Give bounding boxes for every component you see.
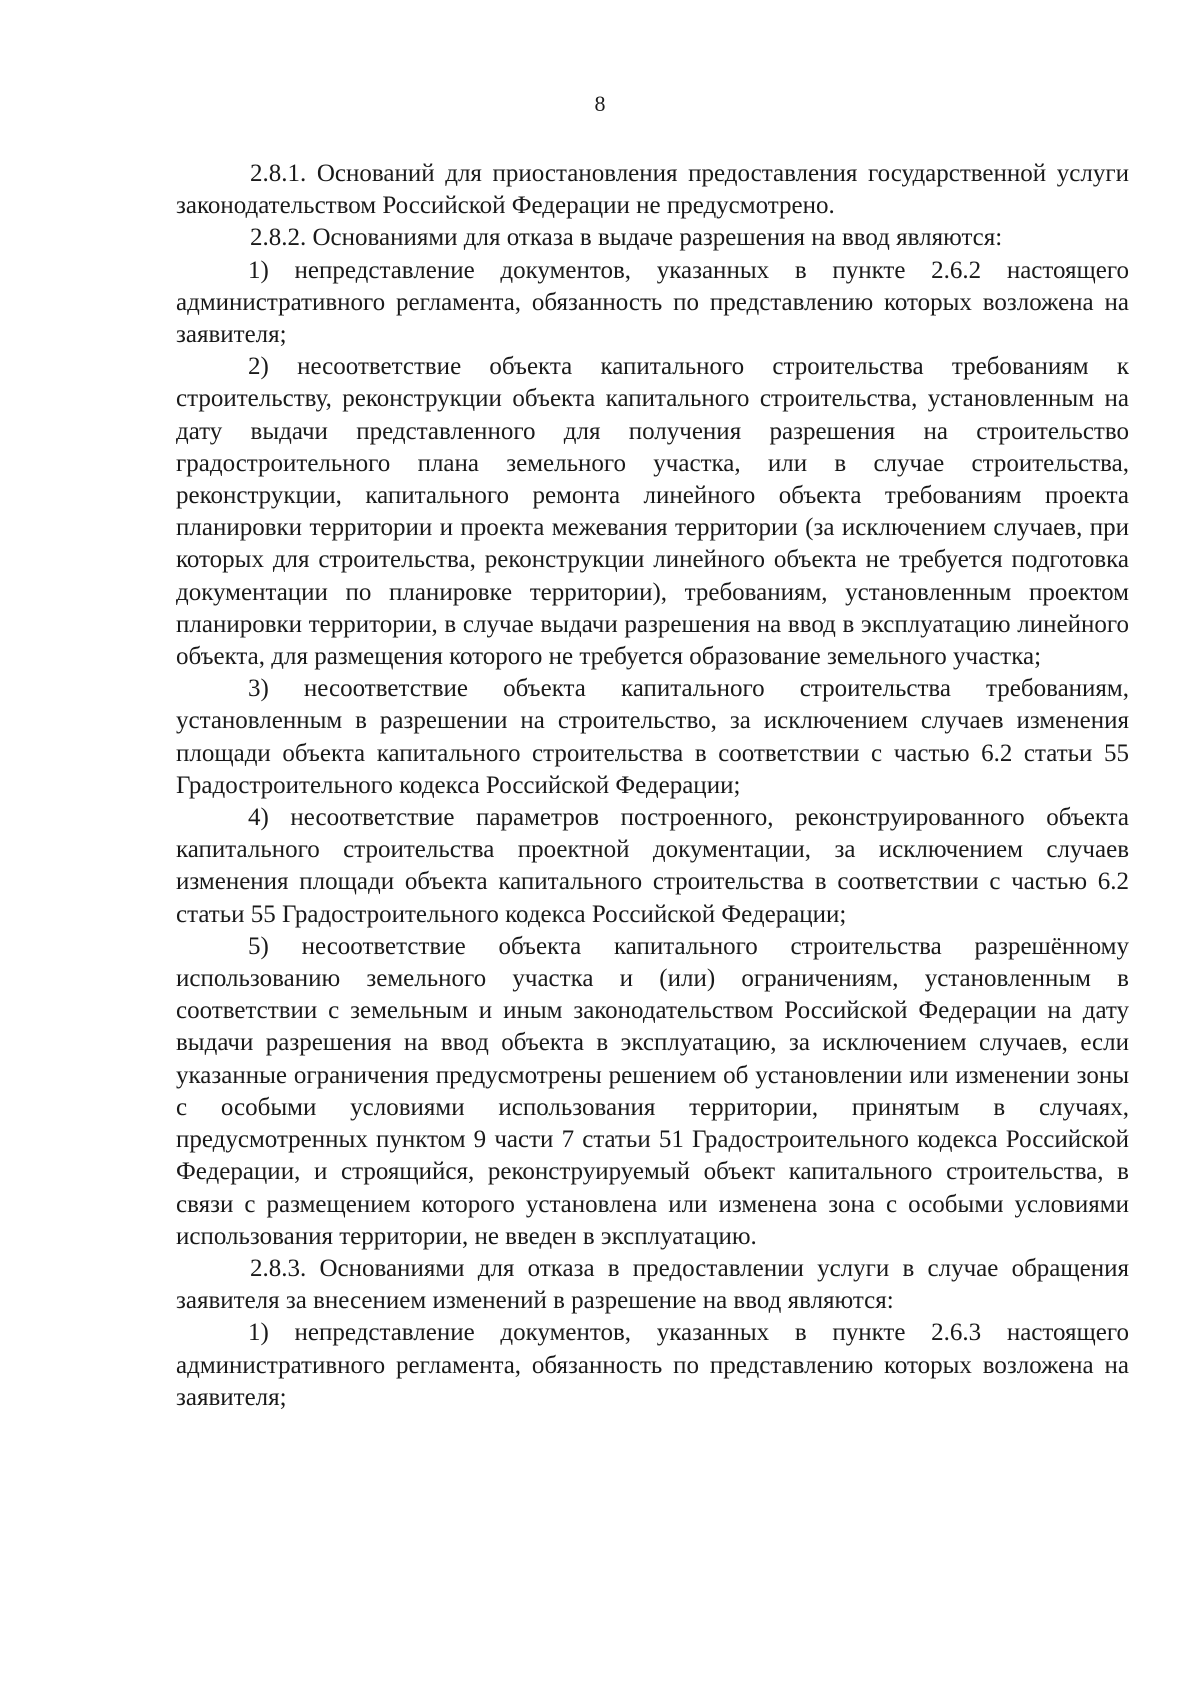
paragraph-2-8-2: 2.8.2. Основаниями для отказа в выдаче разрешения на ввод являются: — [250, 224, 1003, 252]
list-item-2-8-2-2: 2) несоответствие объекта капитального строительства требованиям к строительству, реконструкции объекта капитального строительства, установленным на дату выдачи представленного для получения разрешения на строительство градостроительного плана земельного участка, или в случае строительства, реконструкции, капитального ремонта линейного объекта требованиям проекта планировки территории и проекта межевания территории (за исключением случаев, при которых для строительства, реконструкции линейного объекта не требуется подготовка документации по планировке территории), требованиям, установленным проектом планировки территории, в случае выдачи разрешения на ввод в эксплуатацию линейного объекта, для размещения которого не требуется образование земельного участка; — [176, 353, 1129, 671]
list-item-2-8-3-1: 1) непредставление документов, указанных в пункте 2.6.3 настоящего административного регламента, обязанность по представлению которых возложена на заявителя; — [176, 1319, 1129, 1411]
document-body — [176, 158, 1129, 1414]
paragraph-2-8-3: 2.8.3. Основаниями для отказа в предоставлении услуги в случае обращения заявителя за внесением изменений в разрешение на ввод являются: — [176, 1254, 1129, 1315]
list-item-2-8-2-4: 4) несоответствие параметров построенного, реконструированного объекта капитального строительства проектной документации, за исключением случаев изменения площади объекта капитального строительства в соответствии с частью 6.2 статьи 55 Градостроительного кодекса Российской Федерации; — [176, 804, 1129, 928]
list-item-2-8-2-5: 5) несоответствие объекта капитального строительства разрешённому использованию земельного участка и (или) ограничениям, установленным в соответствии с земельным и иным законодательством Российской Федерации на дату выдачи разрешения на ввод объекта в эксплуатацию, за исключением случаев, если указанные ограничения предусмотрены решением об установлении или изменении зоны с особыми условиями использования территории, принятым в случаях, предусмотренных пунктом 9 части 7 статьи 51 Градостроительного кодекса Российской Федерации, и строящийся, реконструируемый объект капитального строительства, в связи с размещением которого установлена или изменена зона с особыми условиями использования территории, не введен в эксплуатацию. — [176, 932, 1129, 1250]
paragraph-2-8-1: 2.8.1. Оснований для приостановления предоставления государственной услуги законодательством Российской Федерации не предусмотрено. — [176, 160, 1129, 220]
list-item-2-8-2-3: 3) несоответствие объекта капитального строительства требованиям, установленным в разрешении на строительство, за исключением случаев изменения площади объекта капитального строительства в соответствии с частью 6.2 статьи 55 Градостроительного кодекса Российской Федерации; — [176, 675, 1129, 799]
page-number: 8 — [594, 91, 606, 116]
list-item-2-8-2-1: 1) непредставление документов, указанных в пункте 2.6.2 настоящего административного регламента, обязанность по представлению которых возложена на заявителя; — [176, 256, 1129, 349]
